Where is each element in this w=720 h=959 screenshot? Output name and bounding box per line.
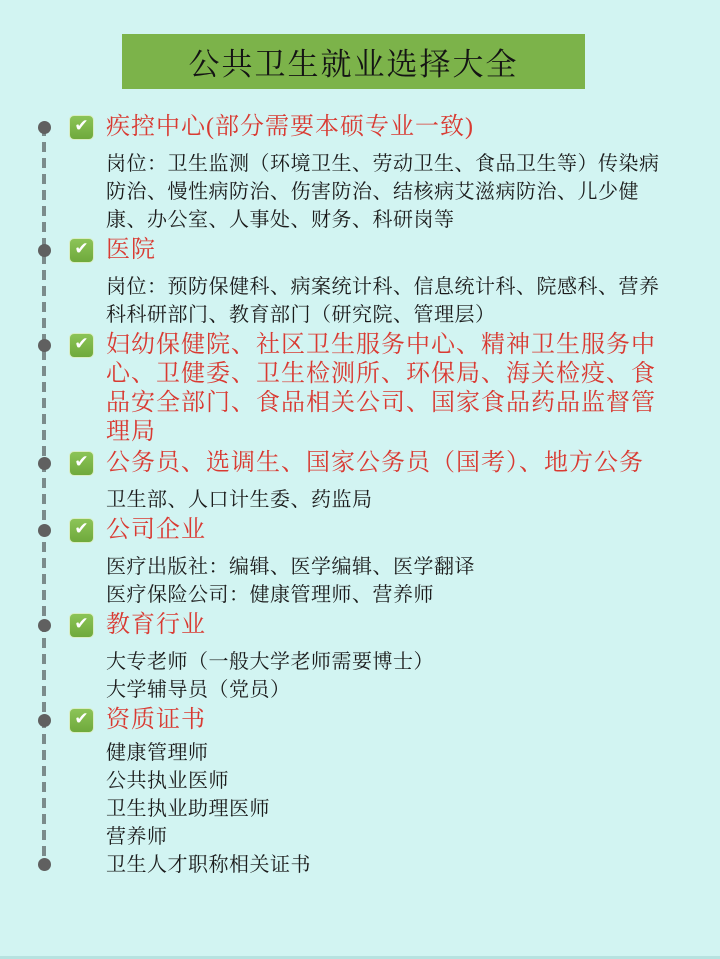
- page-title: 公共卫生就业选择大全: [188, 47, 519, 82]
- section-body: [106, 553, 661, 609]
- section-body: [106, 273, 661, 329]
- section-body-line: 医疗保险公司：健康管理师、营养师: [106, 584, 434, 606]
- section-body: [106, 486, 661, 514]
- checkbox-icon: [69, 238, 94, 263]
- section-heading: 教育行业: [106, 612, 206, 638]
- timeline-dot: [38, 457, 51, 470]
- timeline-dot: [38, 339, 51, 352]
- section-text: [106, 236, 661, 329]
- section-heading: 医院: [106, 237, 156, 263]
- section-certificates: [69, 706, 661, 879]
- section-text: [106, 113, 661, 234]
- checkbox-icon: [69, 708, 94, 733]
- section-body-line: 营养师: [106, 826, 168, 848]
- check-icon: ✔: [74, 239, 89, 259]
- title-banner: [122, 34, 585, 89]
- section-text: [106, 706, 661, 879]
- section-company: [69, 516, 661, 609]
- section-heading: 资质证书: [106, 707, 206, 733]
- section-heading: 疾控中心(部分需要本硕专业一致): [106, 114, 474, 140]
- section-body-line: 岗位：卫生监测（环境卫生、劳动卫生、食品卫生等）传染病防治、慢性病防治、伤害防治、结核病艾滋病防治、儿少健康、办公室、人事处、财务、科研岗等: [106, 153, 660, 231]
- timeline-dot: [38, 121, 51, 134]
- section-body-line: 卫生部、人口计生委、药监局: [106, 489, 373, 511]
- check-icon: ✔: [74, 334, 89, 354]
- timeline-dot: [38, 524, 51, 537]
- section-body-line: 大专老师（一般大学老师需要博士）: [106, 651, 434, 673]
- section-body-line: 健康管理师: [106, 742, 209, 764]
- timeline-dot: [38, 244, 51, 257]
- section-hospital: [69, 236, 661, 329]
- section-text: [106, 331, 661, 447]
- section-text: [106, 516, 661, 609]
- check-icon: ✔: [74, 116, 89, 136]
- section-heading: 公务员、选调生、国家公务员（国考）、地方公务: [106, 450, 644, 476]
- timeline-dot: [38, 619, 51, 632]
- check-icon: ✔: [74, 709, 89, 729]
- section-body-line: 卫生执业助理医师: [106, 798, 270, 820]
- section-text: [106, 611, 661, 704]
- section-body-line: 卫生人才职称相关证书: [106, 854, 311, 876]
- section-cdc: [69, 113, 661, 234]
- checkbox-icon: [69, 115, 94, 140]
- section-text: [106, 449, 661, 514]
- section-body-line: 公共执业医师: [106, 770, 229, 792]
- checkbox-icon: [69, 333, 94, 358]
- section-heading: 妇幼保健院、社区卫生服务中心、精神卫生服务中心、卫健委、卫生检测所、环保局、海关检疫、食品安全部门、食品相关公司、国家食品药品监督管理局: [106, 332, 656, 445]
- content-column: [69, 113, 661, 881]
- check-icon: ✔: [74, 614, 89, 634]
- check-icon: ✔: [74, 452, 89, 472]
- timeline-end-dot: [38, 858, 51, 871]
- check-icon: ✔: [74, 519, 89, 539]
- section-body: [106, 739, 661, 879]
- section-education: [69, 611, 661, 704]
- section-body-line: 医疗出版社：编辑、医学编辑、医学翻译: [106, 556, 475, 578]
- section-institutions: [69, 331, 661, 447]
- checkbox-icon: [69, 451, 94, 476]
- checkbox-icon: [69, 613, 94, 638]
- section-heading: 公司企业: [106, 517, 206, 543]
- section-civil-servant: [69, 449, 661, 514]
- section-body-line: 大学辅导员（党员）: [106, 679, 291, 701]
- section-body: [106, 150, 661, 234]
- checkbox-icon: [69, 518, 94, 543]
- timeline-dot: [38, 714, 51, 727]
- section-body-line: 岗位：预防保健科、病案统计科、信息统计科、院感科、营养科科研部门、教育部门（研究院、管理层）: [106, 276, 660, 326]
- timeline-dashed-line: [42, 126, 46, 864]
- section-body: [106, 648, 661, 704]
